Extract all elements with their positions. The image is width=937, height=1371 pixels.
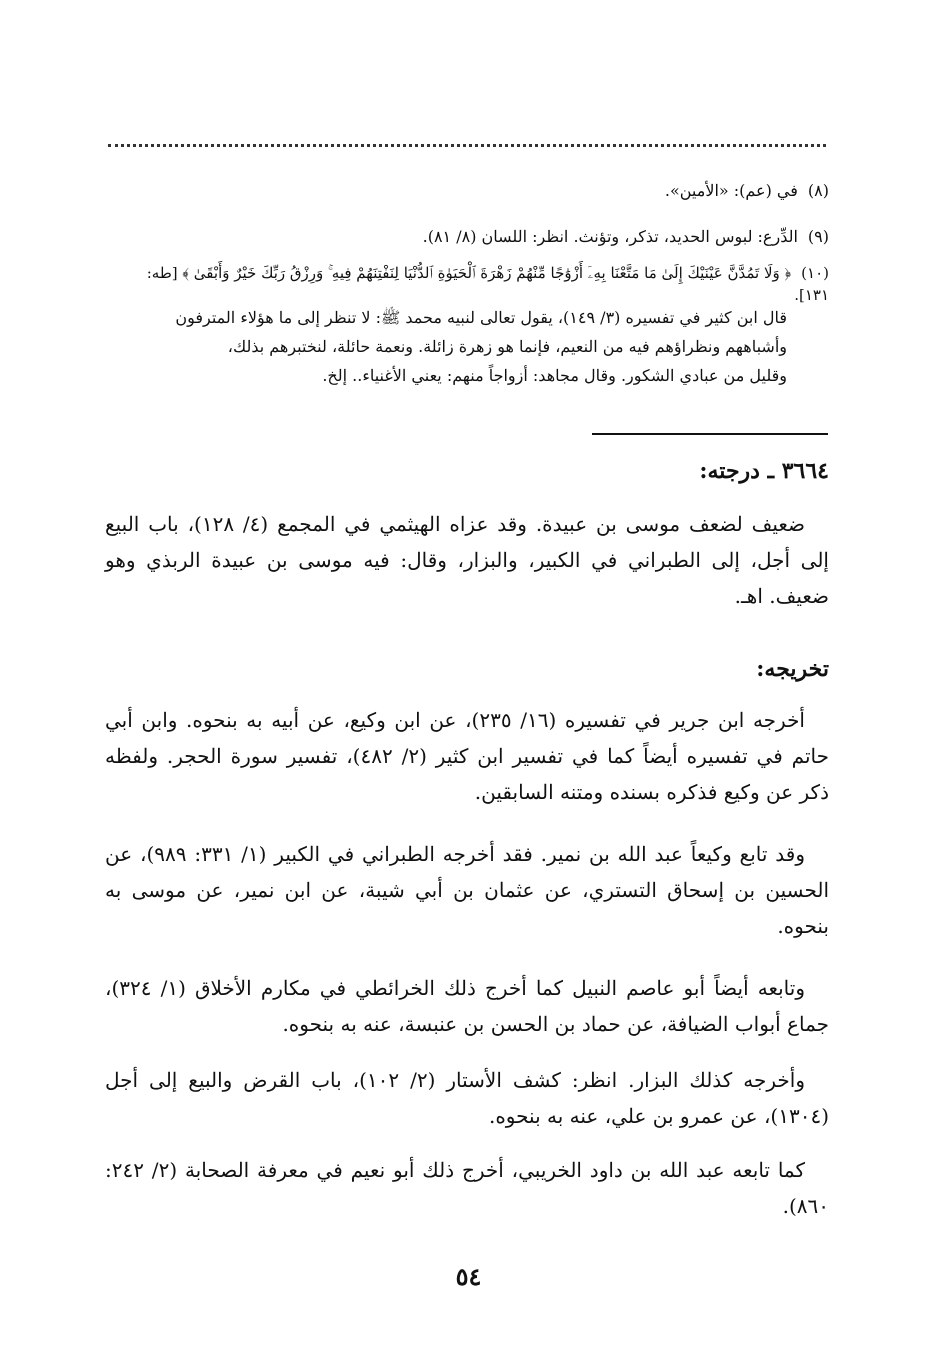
takhrij-paragraph-4: وأخرجه كذلك البزار. انظر: كشف الأستار (٢/ ١٠٢)، باب القرض والبيع إلى أجل (١٣٠٤)، عن عمرو بن علي، عنه به بنحوه. xyxy=(105,1068,829,1128)
footnote-10-continuation xyxy=(107,303,787,390)
footnote-10 xyxy=(109,262,829,306)
grade-heading: ٣٦٦٤ ـ درجته: xyxy=(699,458,829,484)
takhrij-paragraph-1: أخرجه ابن جرير في تفسيره (١٦/ ٢٣٥)، عن ابن وكيع، عن أبيه به بنحوه. وابن أبي حاتم في تفسيره أيضاً كما في تفسير ابن كثير (٢/ ٤٨٢)، تفسير سورة الحجر. ولفظه ذكر عن وكيع فذكره بسنده ومتنه السابقين. xyxy=(105,708,829,804)
footnote-line: وقليل من عبادي الشكور. وقال مجاهد: أزواجاً منهم: يعني الأغنياء.. إلخ. xyxy=(322,366,787,385)
footnote-quran-verse: ﴿ وَلَا تَمُدَّنَّ عَيْنَيْكَ إِلَىٰ مَا مَتَّعْنَا بِهِۦٓ أَزْوَٰجًا مِّنْهُمْ زَهْرَةَ ٱلْحَيَوٰةِ ٱلدُّنْيَا لِنَفْتِنَهُمْ فِيهِ ۚ وَرِزْقُ رَبِّكَ خَيْرٌ وَأَبْقَىٰ ﴾ [طه: ١٣١]. xyxy=(146,264,829,304)
footnote-line: وأشباههم ونظراؤهم فيه من النعيم، فإنما هو زهرة زائلة. ونعمة حائلة، لنختبرهم بذلك، xyxy=(227,337,787,356)
takhrij-paragraph-5: كما تابعه عبد الله بن داود الخريبي، أخرج ذلك أبو نعيم في معرفة الصحابة (٢/ ٢٤٢: ٨٦٠). xyxy=(105,1158,829,1218)
footnote-text: الدِّرع: لبوس الحديد، تذكر، وتؤنث. انظر: اللسان (٨/ ٨١). xyxy=(422,227,798,246)
footnote-number: (٩) xyxy=(807,227,829,246)
section-separator-rule xyxy=(592,433,828,435)
footnote-separator-dotted xyxy=(108,144,826,147)
page-number: ٥٤ xyxy=(455,1262,482,1291)
footnote-number: (٨) xyxy=(807,181,829,200)
takhrij-heading: تخريجه: xyxy=(756,656,829,682)
takhrij-paragraph-3: وتابعه أيضاً أبو عاصم النبيل كما أخرج ذلك الخرائطي في مكارم الأخلاق (١/ ٣٢٤)، جماع أبواب الضيافة، عن حماد بن الحسن بن عنبسة، عنه به بنحوه. xyxy=(105,976,829,1036)
footnote-line: قال ابن كثير في تفسيره (٣/ ١٤٩)، يقول تعالى لنبيه محمد ﷺ: لا تنظر إلى ما هؤلاء المترفون xyxy=(175,308,787,327)
footnote-text: في (عم): «الأمين». xyxy=(664,181,798,200)
grade-paragraph: ضعيف لضعف موسى بن عبيدة. وقد عزاه الهيثمي في المجمع (٤/ ١٢٨)، باب البيع إلى أجل، إلى الطبراني في الكبير، والبزار، وقال: فيه موسى بن عبيدة الربذي وهو ضعيف. اهـ. xyxy=(105,512,829,608)
takhrij-paragraph-2: وقد تابع وكيعاً عبد الله بن نمير. فقد أخرجه الطبراني في الكبير (١/ ٣٣١: ٩٨٩)، عن الحسين بن إسحاق التستري، عن عثمان بن أبي شيبة، عن ابن نمير، عن موسى به بنحوه. xyxy=(105,842,829,938)
footnote-8 xyxy=(109,180,829,202)
footnote-number: (١٠) xyxy=(801,264,829,282)
footnote-9 xyxy=(109,226,829,248)
